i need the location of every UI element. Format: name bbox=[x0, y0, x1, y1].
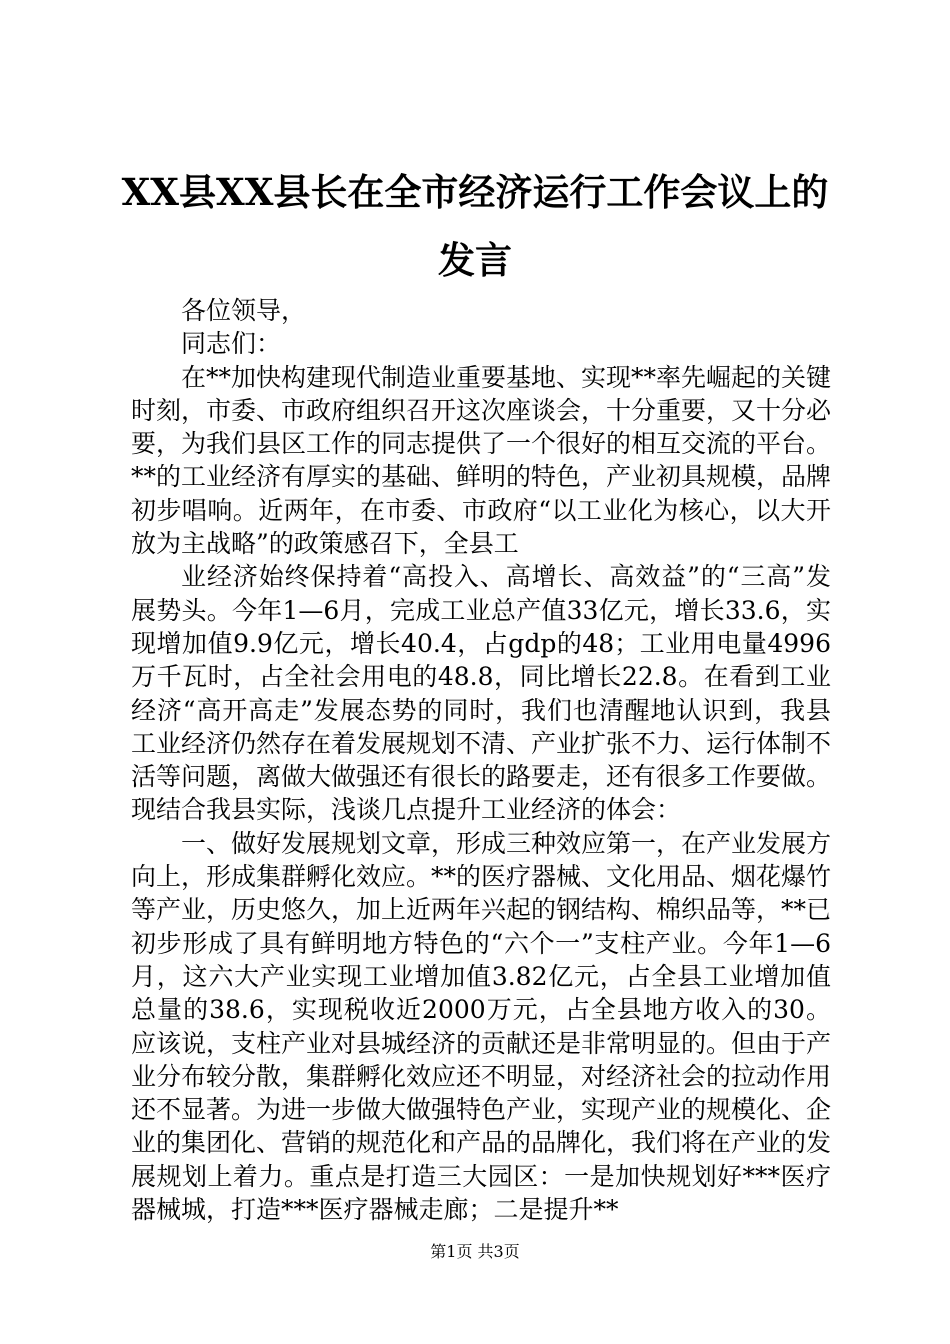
body-paragraph: 业经济始终保持着“高投入、高增长、高效益”的“三高”发展势头。今年1—6月，完成工业总产值33亿元，增长33.6，实现增加值9.9亿元，增长40.4，占gdp的48；工业用电量4996万千瓦时，占全社会用电的48.8，同比增长22.8。在看到工业经济“高开高走”发展态势的同时，我们也清醒地认识到，我县工业经济仍然存在着发展规划不清、产业扩张不力、运行体制不活等问题，离做大做强还有很长的路要走，还有很多工作要做。现结合我县实际，浅谈几点提升工业经济的体会： bbox=[131, 562, 832, 825]
document-title: XX县XX县长在全市经济运行工作会议上的发言 bbox=[121, 170, 829, 282]
body-paragraph: 一、做好发展规划文章，形成三种效应第一，在产业发展方向上，形成集群孵化效应。**的医疗器械、文化用品、烟花爆竹等产业，历史悠久，加上近两年兴起的钢结构、棉织品等，**已初步形成了具有鲜明地方特色的“六个一”支柱产业。今年1—6月，这六大产业实现工业增加值3.82亿元，占全县工业增加值总量的38.6，实现税收近2000万元，占全县地方收入的30。应该说，支柱产业对县城经济的贡献还是非常明显的。但由于产业分布较分散，集群孵化效应还不明显，对经济社会的拉动作用还不显著。为进一步做大做强特色产业，实现产业的规模化、企业的集团化、营销的规范化和产品的品牌化，我们将在产业的发展规划上着力。重点是打造三大园区：一是加快规划好***医疗器械城，打造***医疗器械走廊；二是提升** bbox=[131, 828, 832, 1225]
page-number-footer: 第1页 共3页 bbox=[430, 1242, 520, 1261]
body-paragraph: 在**加快构建现代制造业重要基地、实现**率先崛起的关键时刻，市委、市政府组织召开这次座谈会，十分重要，又十分必要，为我们县区工作的同志提供了一个很好的相互交流的平台。**的工业经济有厚实的基础、鲜明的特色，产业初具规模，品牌初步唱响。近两年，在市委、市政府“以工业化为核心，以大开放为主战略”的政策感召下，全县工 bbox=[131, 362, 832, 559]
salutation-leaders: 各位领导， bbox=[181, 296, 307, 325]
salutation-comrades: 同志们： bbox=[181, 329, 282, 359]
document-body bbox=[131, 294, 831, 1226]
